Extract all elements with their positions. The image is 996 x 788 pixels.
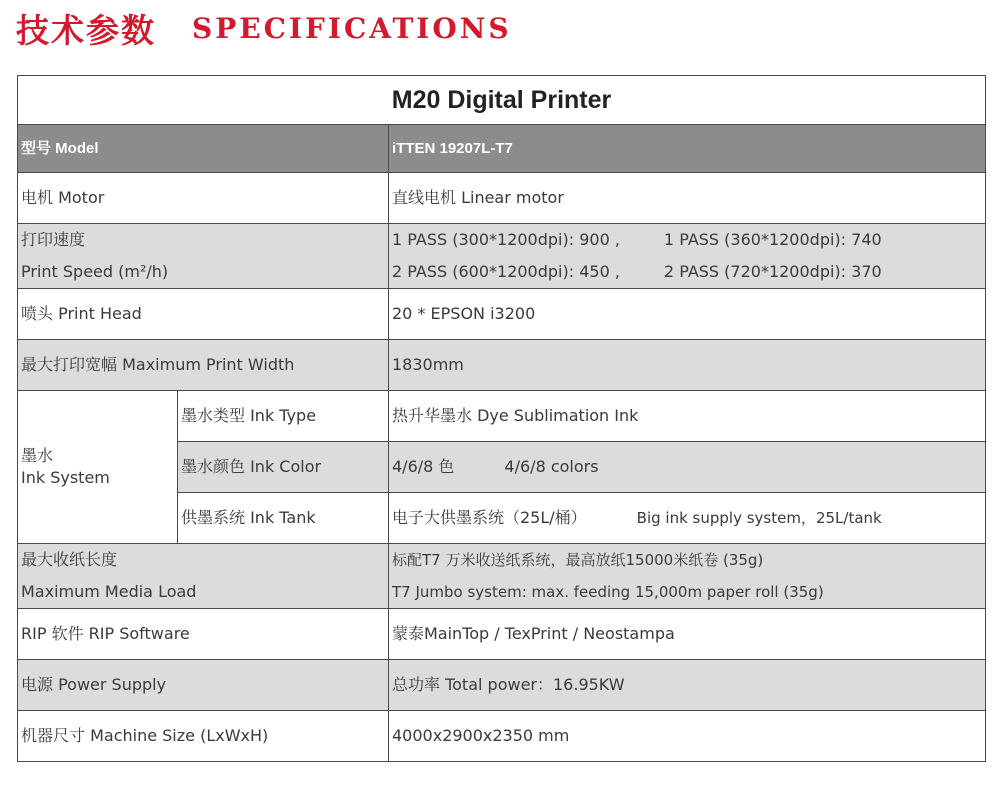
model-label: 型号 Model [18, 125, 389, 173]
print-speed-value [389, 224, 986, 289]
rip-label: RIP 软件 RIP Software [18, 609, 389, 660]
max-width-value: 1830mm [389, 340, 986, 391]
ink-type-row [18, 391, 986, 442]
ink-tank-value [389, 493, 986, 544]
product-row [18, 76, 986, 125]
title-english: SPECIFICATIONS [192, 11, 512, 45]
print-speed-label [18, 224, 389, 289]
ink-type-label: 墨水类型 Ink Type [178, 391, 389, 442]
size-row [18, 711, 986, 762]
ink-color-value-en: 4/6/8 colors [504, 457, 599, 476]
max-width-row [18, 340, 986, 391]
model-row [18, 125, 986, 173]
title-chinese: 技术参数 [16, 10, 156, 50]
motor-label: 电机 Motor [18, 173, 389, 224]
print-head-value: 20 * EPSON i3200 [389, 289, 986, 340]
rip-value: 蒙泰MainTop / TexPrint / Neostampa [389, 609, 986, 660]
page-header [16, 4, 512, 52]
media-load-row [18, 544, 986, 609]
print-speed-label-en: Print Speed (m²/h) [21, 262, 169, 281]
print-speed-label-cn: 打印速度 [21, 230, 86, 249]
ink-color-value [389, 442, 986, 493]
print-speed-line-1 [392, 224, 982, 256]
ink-system-label-en: Ink System [21, 468, 110, 487]
ink-tank-value-en: Big ink supply system，25L/tank [636, 509, 882, 527]
power-row [18, 660, 986, 711]
size-label: 机器尺寸 Machine Size (LxWxH) [18, 711, 389, 762]
pass1-300: 1 PASS (300*1200dpi): 900 , [392, 230, 620, 249]
product-title: M20 Digital Printer [18, 76, 986, 125]
media-load-value [389, 544, 986, 609]
print-head-label: 喷头 Print Head [18, 289, 389, 340]
ink-color-label: 墨水颜色 Ink Color [178, 442, 389, 493]
ink-type-value: 热升华墨水 Dye Sublimation Ink [389, 391, 986, 442]
ink-tank-label: 供墨系统 Ink Tank [178, 493, 389, 544]
pass2-600: 2 PASS (600*1200dpi): 450 , [392, 262, 620, 281]
ink-system-label [18, 391, 178, 544]
media-load-label-cn: 最大收纸长度 [21, 550, 118, 569]
ink-system-label-cn: 墨水 [21, 446, 54, 465]
print-speed-row [18, 224, 986, 289]
max-width-label: 最大打印宽幅 Maximum Print Width [18, 340, 389, 391]
print-speed-line-2 [392, 256, 982, 288]
rip-row [18, 609, 986, 660]
media-load-value-cn: 标配T7 万米收送纸系统，最高放纸15000米纸卷 (35g) [392, 551, 764, 569]
model-value: iTTEN 19207L-T7 [389, 125, 986, 173]
power-label: 电源 Power Supply [18, 660, 389, 711]
print-head-row [18, 289, 986, 340]
specifications-table [17, 75, 986, 762]
power-value: 总功率 Total power：16.95KW [389, 660, 986, 711]
ink-tank-value-cn: 电子大供墨系统（25L/桶） [392, 508, 587, 527]
size-value: 4000x2900x2350 mm [389, 711, 986, 762]
media-load-label-en: Maximum Media Load [21, 582, 197, 601]
motor-value: 直线电机 Linear motor [389, 173, 986, 224]
ink-color-value-cn: 4/6/8 色 [392, 457, 455, 476]
pass2-720: 2 PASS (720*1200dpi): 370 [663, 262, 882, 281]
motor-row [18, 173, 986, 224]
pass1-360: 1 PASS (360*1200dpi): 740 [663, 230, 882, 249]
media-load-value-en: T7 Jumbo system: max. feeding 15,000m paper roll (35g) [392, 583, 824, 601]
media-load-label [18, 544, 389, 609]
